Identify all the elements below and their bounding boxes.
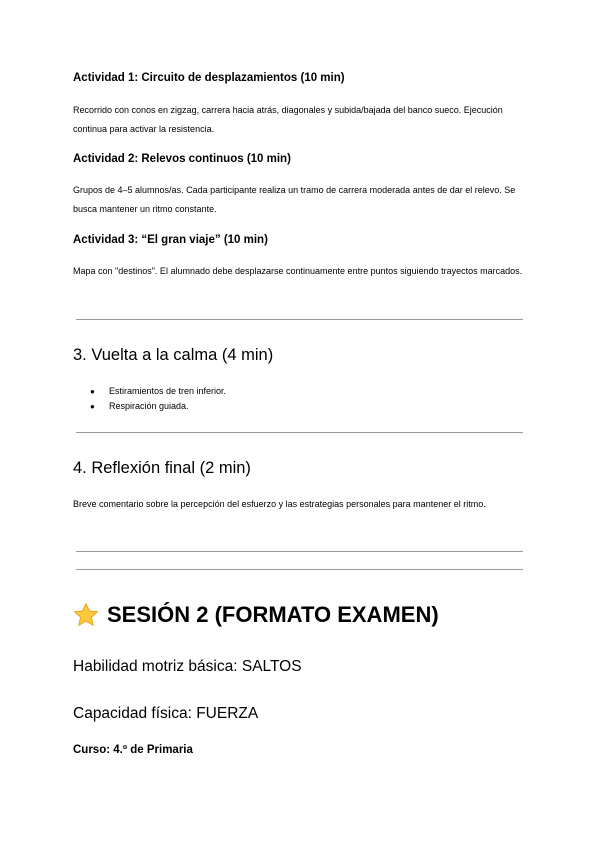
activity-3-title: Actividad 3: “El gran viaje” (10 min) — [73, 234, 268, 246]
star-icon — [73, 602, 99, 628]
section-heading-reflexion: 4. Reflexión final (2 min) — [73, 459, 251, 477]
activity-2-title: Actividad 2: Relevos continuos (10 min) — [73, 153, 291, 165]
activity-1-title: Actividad 1: Circuito de desplazamientos (10 min) — [73, 72, 345, 84]
divider — [76, 432, 523, 433]
activity-2-body: Grupos de 4–5 alumnos/as. Cada participante realiza un tramo de carrera moderada antes de dar el relevo. Se busca mantener un ritmo constante. — [73, 185, 516, 214]
divider — [76, 551, 523, 552]
section-heading-vuelta-calma: 3. Vuelta a la calma (4 min) — [73, 346, 274, 364]
divider — [76, 569, 523, 570]
activity-1-body: Recorrido con conos en zigzag, carrera hacia atrás, diagonales y subida/bajada del banco sueco. Ejecución continua para activar la resistencia. — [73, 105, 503, 134]
session-heading — [73, 602, 439, 628]
divider — [76, 319, 523, 320]
reflexion-body: Breve comentario sobre la percepción del esfuerzo y las estrategias personales para mantener el ritmo. — [73, 499, 486, 509]
habilidad-heading: Habilidad motriz básica: SALTOS — [73, 658, 302, 675]
capacidad-heading: Capacidad física: FUERZA — [73, 705, 259, 722]
bullet-icon: ● — [90, 387, 95, 396]
bullet-list — [73, 384, 226, 414]
list-item: ● Estiramientos de tren inferior. — [73, 384, 226, 399]
list-item: ● Respiración guiada. — [73, 399, 226, 414]
curso-label: Curso: 4.º de Primaria — [73, 744, 193, 756]
session-title: SESIÓN 2 (FORMATO EXAMEN) — [107, 602, 439, 627]
bullet-icon: ● — [90, 402, 95, 411]
activity-3-body: Mapa con "destinos". El alumnado debe desplazarse continuamente entre puntos siguiendo trayectos marcados. — [73, 266, 523, 276]
